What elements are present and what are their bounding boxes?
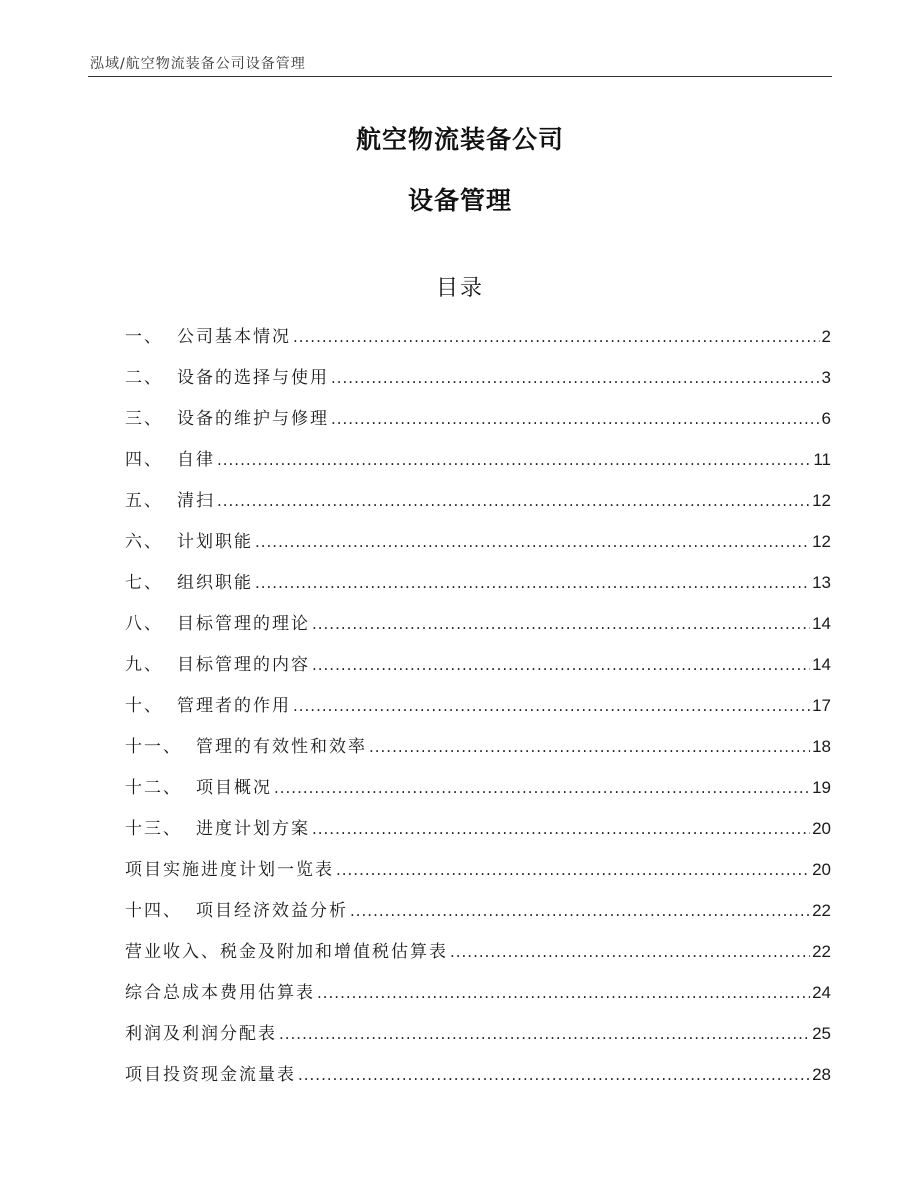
toc-entry-number: 十一、 <box>125 737 182 757</box>
toc-entry-number: 三、 <box>125 409 163 429</box>
document-subtitle: 设备管理 <box>407 186 512 215</box>
toc-entry[interactable] <box>125 648 831 689</box>
toc-entry-number: 十三、 <box>125 819 182 839</box>
toc-entry[interactable] <box>125 730 831 771</box>
toc-entry-label: 项目概况 <box>196 778 272 798</box>
toc-entry-label: 目标管理的内容 <box>177 655 310 675</box>
toc-dot-leader <box>293 320 820 354</box>
toc-entry-label: 营业收入、税金及附加和增值税估算表 <box>125 942 448 962</box>
toc-dot-leader <box>331 361 820 395</box>
toc-entry-label: 设备的选择与使用 <box>177 368 329 388</box>
toc-entry-page: 13 <box>812 573 831 592</box>
toc-heading: 目录 <box>435 276 484 301</box>
toc-entry[interactable] <box>125 320 831 361</box>
toc-entry-number: 十四、 <box>125 901 182 921</box>
toc-entry[interactable] <box>125 853 831 894</box>
toc-entry-page: 14 <box>812 614 831 633</box>
toc-dot-leader <box>298 1058 810 1092</box>
toc-dot-leader <box>317 976 810 1010</box>
toc-entry-label: 计划职能 <box>177 532 253 552</box>
toc-dot-leader <box>293 689 810 723</box>
toc-entry-page: 14 <box>812 655 831 674</box>
toc-entry-label: 项目投资现金流量表 <box>125 1065 296 1085</box>
toc-entry-page: 20 <box>812 860 831 879</box>
toc-entry-number: 七、 <box>125 573 163 593</box>
toc-dot-leader <box>217 443 811 477</box>
toc-entry-label: 进度计划方案 <box>196 819 310 839</box>
toc-entry-number: 九、 <box>125 655 163 675</box>
toc-entry-label: 自律 <box>177 450 215 470</box>
toc-entry-page: 22 <box>812 901 831 920</box>
toc-entry-number: 四、 <box>125 450 163 470</box>
toc-entry[interactable] <box>125 402 831 443</box>
toc-entry-label: 公司基本情况 <box>177 327 291 347</box>
toc-entry[interactable] <box>125 976 831 1017</box>
toc-entry-number: 一、 <box>125 327 163 347</box>
toc-entry-page: 12 <box>812 491 831 510</box>
toc-dot-leader <box>336 853 810 887</box>
toc-dot-leader <box>217 484 810 518</box>
toc-entry-page: 6 <box>821 409 831 428</box>
toc-entry-label: 利润及利润分配表 <box>125 1024 277 1044</box>
toc-entry-label: 综合总成本费用估算表 <box>125 983 315 1003</box>
toc-entry[interactable] <box>125 566 831 607</box>
toc-dot-leader <box>255 566 810 600</box>
toc-dot-leader <box>369 730 810 764</box>
toc-entry[interactable] <box>125 443 831 484</box>
document-title: 航空物流装备公司 <box>355 125 564 154</box>
toc-entry-label: 组织职能 <box>177 573 253 593</box>
toc-entry-number: 十二、 <box>125 778 182 798</box>
toc-entry[interactable] <box>125 1017 831 1058</box>
toc-dot-leader <box>312 648 810 682</box>
toc-entry[interactable] <box>125 812 831 853</box>
toc-dot-leader <box>274 771 810 805</box>
toc-entry-number: 六、 <box>125 532 163 552</box>
toc-dot-leader <box>312 812 810 846</box>
toc-entry[interactable] <box>125 894 831 935</box>
toc-entry[interactable] <box>125 935 831 976</box>
toc-entry-label: 设备的维护与修理 <box>177 409 329 429</box>
toc-entry-page: 20 <box>812 819 831 838</box>
toc-entry-page: 25 <box>812 1024 831 1043</box>
toc-entry-number: 二、 <box>125 368 163 388</box>
toc-entry[interactable] <box>125 1058 831 1099</box>
toc-dot-leader <box>312 607 810 641</box>
toc-entry-label: 项目经济效益分析 <box>196 901 348 921</box>
toc-entry-label: 清扫 <box>177 491 215 511</box>
toc-entry-number: 八、 <box>125 614 163 634</box>
toc-dot-leader <box>279 1017 810 1051</box>
toc-dot-leader <box>331 402 820 436</box>
toc-entry[interactable] <box>125 689 831 730</box>
toc-entry-number: 五、 <box>125 491 163 511</box>
toc-entry-label: 项目实施进度计划一览表 <box>125 860 334 880</box>
toc-entry-label: 管理者的作用 <box>177 696 291 716</box>
toc-dot-leader <box>350 894 810 928</box>
toc-entry-page: 3 <box>821 368 831 387</box>
table-of-contents <box>125 320 831 1099</box>
toc-entry[interactable] <box>125 361 831 402</box>
toc-dot-leader <box>450 935 810 969</box>
toc-entry-page: 22 <box>812 942 831 961</box>
toc-entry-page: 28 <box>812 1065 831 1084</box>
toc-entry-page: 11 <box>813 450 831 469</box>
toc-entry-page: 12 <box>812 532 831 551</box>
toc-entry[interactable] <box>125 607 831 648</box>
toc-entry-label: 管理的有效性和效率 <box>196 737 367 757</box>
toc-entry-page: 18 <box>812 737 831 756</box>
toc-entry-page: 24 <box>812 983 831 1002</box>
toc-entry-label: 目标管理的理论 <box>177 614 310 634</box>
toc-entry-number: 十、 <box>125 696 163 716</box>
toc-entry-page: 19 <box>812 778 831 797</box>
header-rule <box>88 76 832 77</box>
toc-entry[interactable] <box>125 484 831 525</box>
toc-entry[interactable] <box>125 525 831 566</box>
toc-entry-page: 2 <box>821 327 831 346</box>
toc-entry-page: 17 <box>812 696 831 715</box>
running-header: 泓域/航空物流装备公司设备管理 <box>90 56 306 72</box>
toc-entry[interactable] <box>125 771 831 812</box>
toc-dot-leader <box>255 525 810 559</box>
